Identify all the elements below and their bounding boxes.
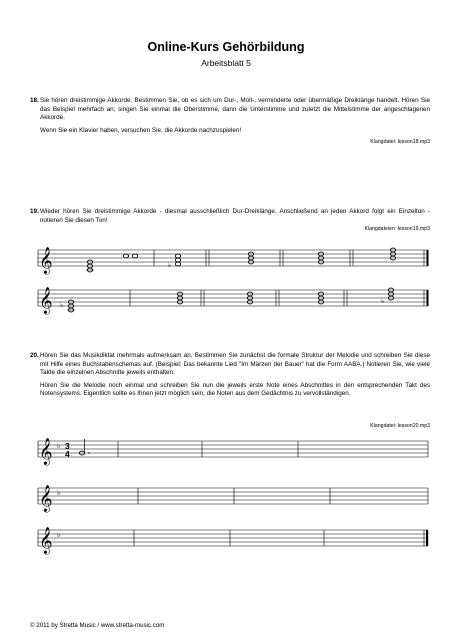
treble-clef-icon: 𝄞 bbox=[39, 248, 53, 274]
task-20 bbox=[30, 352, 430, 403]
task-number: 20. bbox=[30, 352, 39, 359]
task-number: 18. bbox=[30, 97, 39, 104]
treble-clef-icon: 𝄞 bbox=[39, 439, 53, 465]
melody-staff-3 bbox=[38, 524, 430, 554]
chord-staff-2 bbox=[38, 284, 430, 314]
chord-staff-1 bbox=[38, 244, 430, 274]
flat-sign: ♭ bbox=[57, 532, 61, 539]
footer-copyright: © 2011 by Stretta Music / www.stretta-music.com bbox=[30, 622, 165, 629]
sound-file-label: Klangdatei: lesson20.mp3 bbox=[370, 423, 430, 429]
flat-sign: ♭ bbox=[57, 443, 61, 450]
page-subtitle: Arbeitsblatt 5 bbox=[201, 58, 251, 68]
task-number: 19. bbox=[30, 208, 39, 215]
treble-clef-icon: 𝄞 bbox=[39, 288, 53, 314]
melody-staff-2 bbox=[38, 482, 430, 512]
task-text: Wenn Sie ein Klavier haben, versuchen Sie, die Akkorde nachzuspielen! bbox=[40, 126, 242, 134]
treble-clef-icon: 𝄞 bbox=[39, 486, 53, 512]
sound-file-label: Klangdateien: lesson19.mp3 bbox=[364, 226, 430, 232]
melody-staff-1 bbox=[38, 435, 430, 465]
treble-clef-icon: 𝄞 bbox=[39, 528, 53, 554]
flat-sign: ♭ bbox=[57, 490, 61, 497]
chord bbox=[175, 254, 180, 266]
flat-sign: ♭ bbox=[381, 298, 385, 305]
time-signature-bottom: 4 bbox=[65, 449, 70, 459]
task-text: Hören Sie das Musikdiktat mehrmals aufmerksam an. Bestimmen Sie zunächst die formale Struktur der Melodie und schreiben Sie diese mit Hilfe eines Buchstabenschemas auf. (Beispiel: Das bekannte Lied "Im Märzen der Bauer" hat die Form AABA.) Notieren Sie, wie viele Takte die einzelnen Abschnitte jeweils enthalten. bbox=[40, 352, 430, 377]
task-text: Sie hören dreistimmige Akkorde. Bestimmen Sie, ob es sich um Dur-, Moll-, verminderte oder übermäßige Dreiklänge handelt. Hören Sie das Beispiel mehrfach an; singen Sie einmal die Oberstimme, dann die Unterstimme und zuletzt die Mittelstimme der angeschlagenen Akkorde. bbox=[40, 97, 430, 122]
flat-sign: ♭ bbox=[168, 262, 172, 269]
flat-sign: ♭ bbox=[60, 302, 64, 309]
half-note bbox=[79, 439, 84, 455]
task-text: Wieder hören Sie dreistimmige Akkorde - diesmal ausschließlich Dur-Dreiklänge. Anschließend an jeden Akkord folgt ein Einzelton - notieren Sie diesen Ton! bbox=[40, 208, 430, 224]
task-text: Hören Sie die Melodie noch einmal und schreiben Sie nun die jeweils erste Note eines Abschnittes in den entsprechenden Takt des Notensystems. Eigentlich sollte es Ihnen jetzt möglich sein, die Noten aus dem Gedächtnis zu vervollständigen. bbox=[40, 381, 430, 398]
sound-file-label: Klangdatei: lesson18.mp3 bbox=[370, 139, 430, 145]
dot bbox=[88, 452, 90, 454]
task-18 bbox=[30, 97, 430, 139]
time-signature-top: 3 bbox=[65, 441, 70, 451]
whole-note bbox=[123, 254, 137, 258]
page-title: Online-Kurs Gehörbildung bbox=[147, 40, 305, 54]
